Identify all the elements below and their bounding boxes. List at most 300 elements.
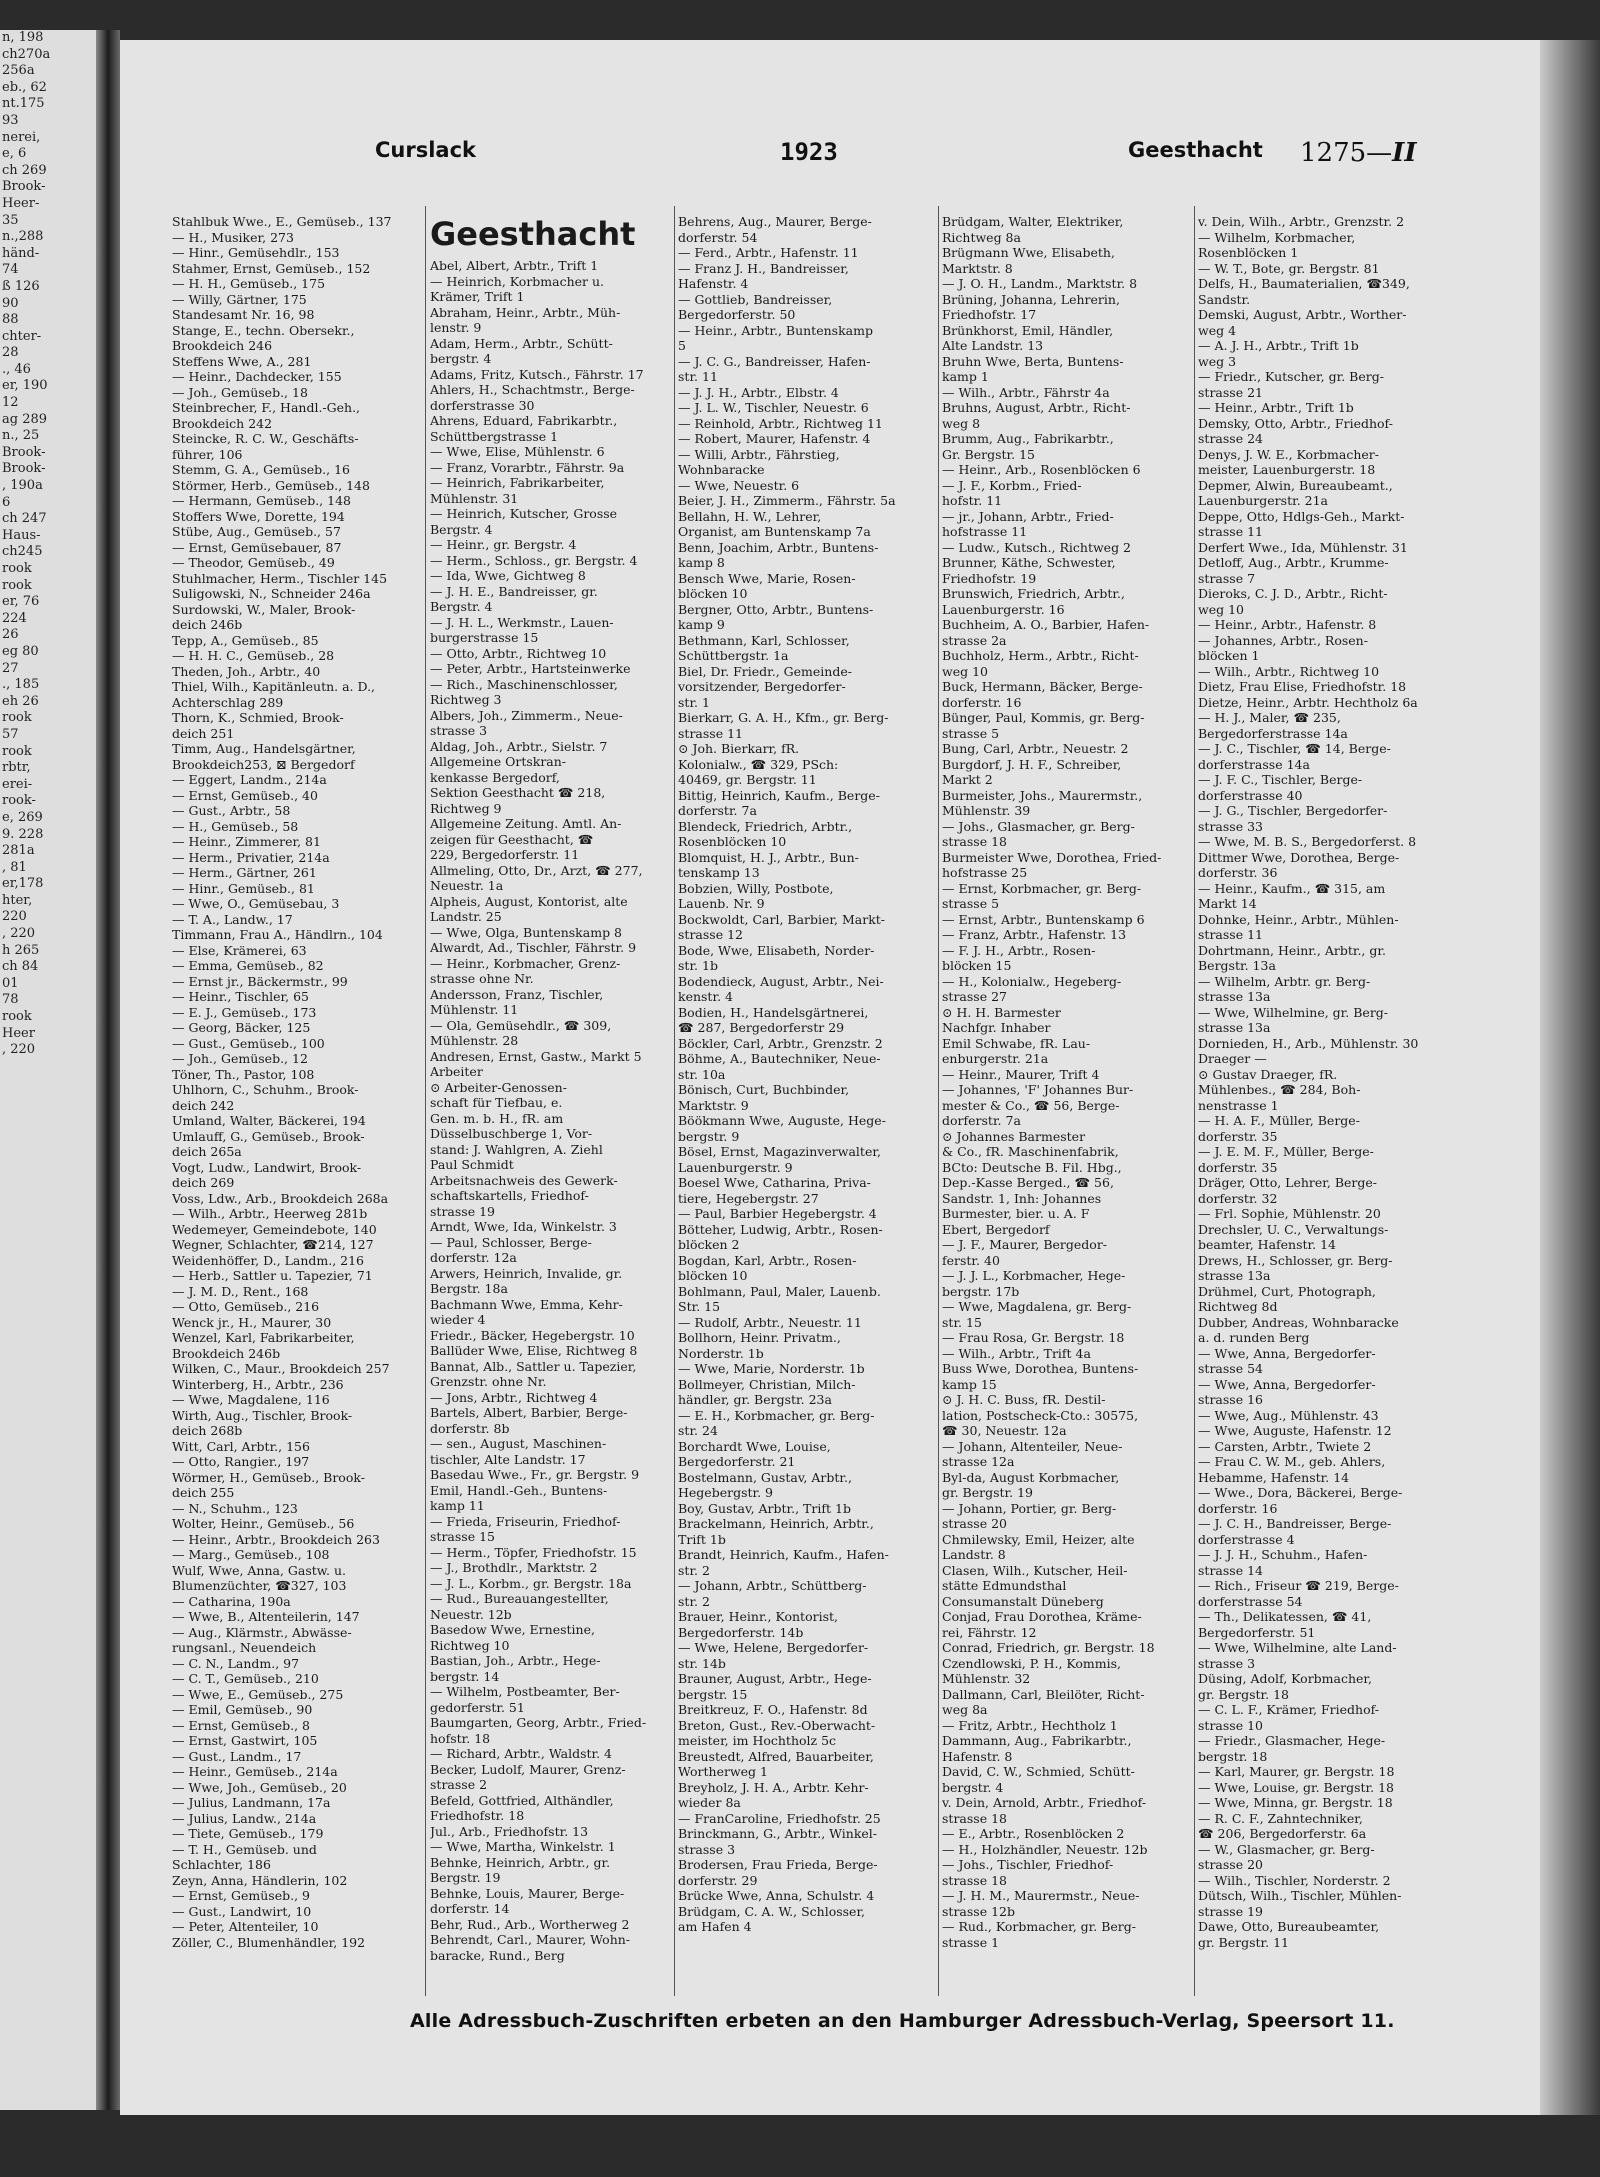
- directory-entry: strasse 54: [1198, 1361, 1263, 1376]
- directory-entry: gedorferstr. 51: [430, 1699, 525, 1715]
- directory-entry: — J. L. W., Tischler, Neuestr. 6: [678, 400, 869, 415]
- directory-entry: strasse 14: [1198, 1562, 1263, 1578]
- directory-entry: strasse 20: [942, 1516, 1007, 1531]
- strip-line: 35: [2, 212, 19, 228]
- directory-entry: — Heinr., Dachdecker, 155: [172, 369, 342, 384]
- directory-entry: — Gust., Arbtr., 58: [172, 803, 291, 818]
- strip-line: händ-: [2, 245, 40, 261]
- directory-entry: dorferstr. 54: [678, 229, 758, 245]
- book-gutter: [96, 30, 120, 2110]
- strip-line: 9. 228: [2, 826, 44, 842]
- strip-line: ., 46: [2, 361, 31, 377]
- directory-entry: — Robert, Maurer, Hafenstr. 4: [678, 431, 871, 446]
- directory-entry: — H. J., Maler, ☎ 235,: [1198, 710, 1341, 725]
- directory-entry: deich 265a: [172, 1144, 242, 1159]
- directory-entry: Richtweg 8a: [942, 229, 1021, 245]
- directory-entry: dorferstr. 7a: [942, 1113, 1021, 1128]
- directory-entry: — Franz, Vorarbtr., Fährstr. 9a: [430, 459, 625, 475]
- directory-entry: — Gust., Gemüseb., 100: [172, 1035, 325, 1051]
- directory-entry: Marktstr. 9: [678, 1097, 749, 1113]
- strip-line: ch 247: [2, 511, 47, 527]
- strip-line: eh 26: [2, 693, 39, 709]
- directory-entry: Conrad, Friedrich, gr. Bergstr. 18: [942, 1640, 1155, 1655]
- directory-entry: — E. J., Gemüseb., 173: [172, 1004, 317, 1020]
- directory-entry: — FranCaroline, Friedhofstr. 25: [678, 1810, 881, 1826]
- directory-entry: Brandt, Heinrich, Kaufm., Hafen-: [678, 1547, 889, 1562]
- directory-entry: strasse 3: [1198, 1655, 1256, 1671]
- directory-entry: stand: J. Wahlgren, A. Ziehl: [430, 1141, 603, 1157]
- directory-entry: dorferstrasse 30: [430, 397, 535, 413]
- directory-entry: Dallmann, Carl, Bleilöter, Richt-: [942, 1686, 1145, 1702]
- directory-entry: gr. Bergstr. 19: [942, 1485, 1034, 1500]
- directory-entry: Brodersen, Frau Frieda, Berge-: [678, 1857, 878, 1872]
- directory-entry: bergstr. 14: [430, 1668, 500, 1684]
- directory-entry: ⊙ J. H. C. Buss, fR. Destil-: [942, 1392, 1106, 1407]
- directory-entry: — Willi, Arbtr., Fährstieg,: [678, 446, 840, 462]
- directory-entry: — Otto, Arbtr., Richtweg 10: [430, 645, 607, 661]
- directory-column-1: [172, 214, 420, 1989]
- directory-entry: — Catharina, 190a: [172, 1593, 291, 1609]
- directory-entry: tischler, Alte Landstr. 17: [430, 1451, 586, 1467]
- directory-entry: Bergedorferstr. 51: [1198, 1624, 1316, 1640]
- directory-entry: — J. C. G., Bandreisser, Hafen-: [678, 353, 871, 369]
- directory-entry: Düsselbuschberge 1, Vor-: [430, 1126, 593, 1141]
- directory-entry: Beier, J. H., Zimmerm., Fährstr. 5a: [678, 493, 896, 508]
- directory-entry: weg 8: [942, 415, 981, 431]
- directory-entry: Wolter, Heinr., Gemüseb., 56: [172, 1516, 355, 1531]
- strip-line: 78: [2, 992, 19, 1008]
- strip-line: 281a: [2, 843, 35, 859]
- directory-entry: Sektion Geesthacht ☎ 218,: [430, 785, 606, 800]
- directory-entry: tenskamp 13: [678, 865, 760, 880]
- directory-entry: — Wwe, Minna, gr. Bergstr. 18: [1198, 1795, 1393, 1810]
- directory-entry: Basedau Wwe., Fr., gr. Bergstr. 9: [430, 1467, 640, 1482]
- directory-entry: — J. F., Maurer, Bergedor-: [942, 1237, 1108, 1252]
- directory-entry: deich 251: [172, 725, 235, 741]
- strip-line: 93: [2, 112, 19, 128]
- directory-entry: Wilken, C., Maur., Brookdeich 257: [172, 1361, 390, 1376]
- strip-line: ., 185: [2, 677, 40, 693]
- directory-entry: dorferstrasse 4: [1198, 1531, 1295, 1547]
- directory-entry: Steffens Wwe, A., 281: [172, 353, 312, 369]
- strip-line: eb., 62: [2, 79, 47, 95]
- strip-line: er, 76: [2, 594, 40, 610]
- directory-entry: Bostelmann, Gustav, Arbtr.,: [678, 1469, 852, 1485]
- directory-entry: str. 2: [678, 1593, 710, 1609]
- directory-entry: — Heinr., Arbtr., Buntenskamp: [678, 322, 873, 338]
- directory-entry: — Emma, Gemüseb., 82: [172, 958, 324, 973]
- directory-entry: Mühlenbes., ☎ 284, Boh-: [1198, 1082, 1361, 1097]
- directory-entry: Bethmann, Karl, Schlosser,: [678, 632, 850, 648]
- directory-entry: Buss Wwe, Dorothea, Buntens-: [942, 1361, 1139, 1376]
- directory-entry: — R. C. F., Zahntechniker,: [1198, 1810, 1363, 1826]
- directory-entry: Brücke Wwe, Anna, Schulstr. 4: [678, 1888, 875, 1903]
- directory-entry: — Else, Krämerei, 63: [172, 942, 307, 958]
- strip-line: 88: [2, 312, 19, 328]
- strip-line: 6: [2, 494, 11, 510]
- directory-entry: zeigen für Geesthacht, ☎: [430, 831, 594, 847]
- directory-entry: lenstr. 9: [430, 320, 482, 335]
- directory-entry: — Georg, Bäcker, 125: [172, 1020, 311, 1035]
- directory-entry: — Ernst, Gemüseb., 9: [172, 1888, 310, 1903]
- directory-entry: — Tiete, Gemüseb., 179: [172, 1826, 324, 1841]
- directory-entry: strasse ohne Nr.: [430, 971, 534, 986]
- directory-entry: Burgdorf, J. H. F., Schreiber,: [942, 756, 1122, 772]
- directory-entry: hofstr. 18: [430, 1730, 491, 1746]
- strip-line: 26: [2, 627, 19, 643]
- directory-entry: — Rudolf, Arbtr., Neuestr. 11: [678, 1314, 862, 1330]
- directory-entry: — Ernst, Korbmacher, gr. Berg-: [942, 880, 1142, 896]
- page-number: [1300, 138, 1417, 168]
- directory-entry: Bung, Carl, Arbtr., Neuestr. 2: [942, 741, 1129, 756]
- directory-entry: deich 269: [172, 1175, 235, 1190]
- directory-entry: David, C. W., Schmied, Schütt-: [942, 1764, 1135, 1779]
- directory-entry: Becker, Ludolf, Maurer, Grenz-: [430, 1761, 626, 1777]
- directory-entry: Baumgarten, Georg, Arbtr., Fried-: [430, 1715, 647, 1730]
- directory-entry: Gr. Bergstr. 15: [942, 446, 1035, 462]
- directory-entry: — Julius, Landw., 214a: [172, 1810, 317, 1826]
- directory-entry: Timm, Aug., Handelsgärtner,: [172, 741, 356, 756]
- strip-line: Heer: [2, 1025, 35, 1041]
- strip-line: ch 84: [2, 959, 39, 975]
- directory-entry: weg 10: [1198, 601, 1244, 617]
- directory-entry: Brookdeich253, ⊠ Bergedorf: [172, 756, 355, 772]
- directory-entry: — Wwe., Dora, Bäckerei, Berge-: [1198, 1485, 1403, 1500]
- directory-entry: 229, Bergedorferstr. 11: [430, 847, 580, 862]
- directory-entry: Wenck jr., H., Maurer, 30: [172, 1314, 332, 1330]
- directory-entry: Sandstr. 1, Inh: Johannes: [942, 1190, 1102, 1206]
- directory-entry: bergstr. 17b: [942, 1283, 1020, 1299]
- strip-line: chter-: [2, 328, 42, 344]
- directory-entry: Derfert Wwe., Ida, Mühlenstr. 31: [1198, 539, 1408, 555]
- directory-entry: Neuestr. 1a: [430, 878, 504, 893]
- directory-entry: Behnke, Heinrich, Arbtr., gr.: [430, 1854, 611, 1870]
- directory-entry: — Aug., Klärmstr., Abwässe-: [172, 1624, 352, 1640]
- directory-entry: Lauenburgerstr. 21a: [1198, 493, 1328, 508]
- directory-entry: Richtweg 3: [430, 692, 502, 707]
- directory-entry: — H. A. F., Müller, Berge-: [1198, 1113, 1360, 1128]
- directory-entry: Dohnke, Heinr., Arbtr., Mühlen-: [1198, 911, 1399, 927]
- directory-entry: Brackelmann, Heinrich, Arbtr.,: [678, 1516, 874, 1531]
- directory-entry: — Karl, Maurer, gr. Bergstr. 18: [1198, 1764, 1395, 1779]
- directory-entry: — Heinr., Arbtr., Brookdeich 263: [172, 1531, 380, 1547]
- directory-entry: strasse 12: [678, 927, 743, 942]
- directory-entry: strasse 3: [678, 1841, 736, 1857]
- directory-entry: strasse 19: [1198, 1903, 1263, 1919]
- directory-entry: strasse 18: [942, 834, 1007, 849]
- directory-entry: — Rud., Korbmacher, gr. Berg-: [942, 1919, 1137, 1934]
- directory-entry: Bergedorferstr. 21: [678, 1454, 796, 1469]
- directory-entry: vorsitzender, Bergedorfer-: [678, 679, 846, 694]
- directory-entry: Störmer, Herb., Gemüseb., 148: [172, 477, 370, 493]
- directory-entry: — Wwe, Anna, Bergedorfer-: [1198, 1376, 1376, 1392]
- directory-entry: Steincke, R. C. W., Geschäfts-: [172, 431, 359, 446]
- strip-line: 28: [2, 345, 19, 361]
- strip-line: n.,288: [2, 229, 44, 245]
- directory-entry: 5: [678, 338, 686, 353]
- directory-entry: — W., Glasmacher, gr. Berg-: [1198, 1841, 1375, 1857]
- directory-entry: — H., Gemüseb., 58: [172, 818, 299, 834]
- directory-entry: strasse 33: [1198, 818, 1263, 834]
- directory-entry: — Rud., Bureauangestellter,: [430, 1591, 609, 1606]
- directory-entry: nenstrasse 1: [1198, 1097, 1279, 1113]
- directory-entry: Bergedorferstr. 50: [678, 307, 796, 322]
- directory-entry: führer, 106: [172, 446, 243, 462]
- directory-entry: — Jons, Arbtr., Richtweg 4: [430, 1389, 598, 1405]
- directory-entry: strasse 21: [1198, 384, 1263, 400]
- directory-entry: dorferstr. 35: [1198, 1159, 1278, 1175]
- directory-entry: blöcken 10: [678, 1268, 748, 1283]
- running-header-year: 1923: [780, 138, 838, 166]
- directory-entry: — Wwe, Magdalena, gr. Berg-: [942, 1299, 1132, 1314]
- directory-entry: Burmeister, Johs., Maurermstr.,: [942, 787, 1143, 803]
- previous-page-strip: [0, 30, 96, 2110]
- directory-entry: strasse 24: [1198, 431, 1263, 446]
- strip-line: er,178: [2, 876, 44, 892]
- directory-entry: Surdowski, W., Maler, Brook-: [172, 601, 356, 617]
- directory-entry: Norderstr. 1b: [678, 1345, 764, 1361]
- directory-entry: — Paul, Schlosser, Berge-: [430, 1234, 592, 1250]
- directory-entry: Dütsch, Wilh., Tischler, Mühlen-: [1198, 1888, 1402, 1903]
- directory-entry: Brügmann Wwe, Elisabeth,: [942, 245, 1115, 260]
- directory-entry: Bensch Wwe, Marie, Rosen-: [678, 570, 856, 586]
- directory-entry: Bohlmann, Paul, Maler, Lauenb.: [678, 1283, 881, 1299]
- directory-entry: Andresen, Ernst, Gastw., Markt 5: [430, 1048, 642, 1064]
- directory-entry: strasse 15: [430, 1529, 495, 1544]
- directory-entry: Neuestr. 12b: [430, 1606, 512, 1622]
- strip-line: 224: [2, 610, 27, 626]
- directory-entry: — J. M. D., Rent., 168: [172, 1283, 309, 1299]
- directory-column-5: [1198, 214, 1448, 1989]
- directory-entry: Wulf, Wwe, Anna, Gastw. u.: [172, 1562, 346, 1578]
- directory-entry: Boesel Wwe, Catharina, Priva-: [678, 1175, 871, 1190]
- directory-entry: Demski, August, Arbtr., Worther-: [1198, 307, 1407, 322]
- directory-entry: kamp 11: [430, 1498, 485, 1513]
- directory-entry: meister, Lauenburgerstr. 18: [1198, 462, 1376, 477]
- directory-entry: 40469, gr. Bergstr. 11: [678, 772, 817, 787]
- directory-entry: stätte Edmundsthal: [942, 1578, 1067, 1593]
- strip-line: hter,: [2, 892, 33, 908]
- directory-entry: Weidenhöffer, D., Landm., 216: [172, 1252, 365, 1268]
- directory-entry: Byl-da, August Korbmacher,: [942, 1469, 1120, 1485]
- directory-entry: Borchardt Wwe, Louise,: [678, 1438, 831, 1454]
- directory-entry: Nachfgr. Inhaber: [942, 1020, 1051, 1035]
- directory-entry: — C. T., Gemüseb., 210: [172, 1671, 319, 1686]
- directory-entry: v. Dein, Wilh., Arbtr., Grenzstr. 2: [1198, 214, 1405, 229]
- directory-entry: dorferstrasse 40: [1198, 787, 1303, 803]
- directory-entry: Vogt, Ludw., Landwirt, Brook-: [172, 1159, 362, 1175]
- directory-entry: Abel, Albert, Arbtr., Trift 1: [430, 258, 599, 273]
- directory-entry: — Julius, Landmann, 17a: [172, 1795, 331, 1810]
- strip-line: , 220: [2, 1042, 36, 1058]
- directory-entry: — Heinr., Arbtr., Trift 1b: [1198, 400, 1354, 415]
- directory-entry: strasse 2: [430, 1777, 488, 1792]
- directory-entry: — H., Kolonialw., Hegeberg-: [942, 973, 1122, 989]
- directory-entry: — J. G., Tischler, Bergedorfer-: [1198, 803, 1388, 818]
- directory-entry: — E. H., Korbmacher, gr. Berg-: [678, 1407, 875, 1423]
- directory-entry: Breton, Gust., Rev.-Oberwacht-: [678, 1717, 876, 1733]
- directory-entry: — Rich., Maschinenschlosser,: [430, 676, 618, 692]
- directory-entry: — Heinr., Korbmacher, Grenz-: [430, 955, 621, 971]
- strip-line: ch 269: [2, 162, 47, 178]
- directory-entry: Organist, am Buntenskamp 7a: [678, 524, 871, 539]
- directory-entry: — Wwe, Wilhelmine, gr. Berg-: [1198, 1004, 1389, 1020]
- directory-entry: Friedhofstr. 18: [430, 1808, 525, 1823]
- strip-line: ch245: [2, 544, 43, 560]
- directory-entry: — Herb., Sattler u. Tapezier, 71: [172, 1268, 373, 1283]
- directory-entry: — Johs., Tischler, Friedhof-: [942, 1857, 1114, 1872]
- directory-entry: — Heinrich, Korbmacher u.: [430, 273, 605, 289]
- directory-entry: — Ernst, Gemüseb., 40: [172, 787, 318, 803]
- strip-line: , 190a: [2, 478, 43, 494]
- directory-entry: — J., Brothdlr., Marktstr. 2: [430, 1560, 598, 1575]
- directory-entry: — H., Musiker, 273: [172, 229, 294, 245]
- strip-line: erei-: [2, 776, 33, 792]
- directory-entry: Standesamt Nr. 16, 98: [172, 307, 315, 322]
- directory-entry: Alpheis, August, Kontorist, alte: [430, 893, 628, 909]
- directory-entry: Witt, Carl, Arbtr., 156: [172, 1438, 310, 1454]
- directory-entry: lation, Postscheck-Cto.: 30575,: [942, 1407, 1139, 1423]
- directory-entry: str. 10a: [678, 1066, 726, 1082]
- strip-line: ag 289: [2, 411, 48, 427]
- directory-entry: Basedow Wwe, Ernestine,: [430, 1622, 595, 1637]
- directory-entry: Thiel, Wilh., Kapitänleutn. a. D.,: [172, 679, 376, 694]
- directory-column-4: [942, 214, 1194, 1989]
- directory-entry: bergstr. 4: [942, 1779, 1004, 1795]
- directory-entry: Bastian, Joh., Arbtr., Hege-: [430, 1653, 601, 1668]
- strip-line: rook: [2, 561, 32, 576]
- directory-entry: kenstr. 4: [678, 989, 733, 1004]
- directory-entry: — Gottlieb, Bandreisser,: [678, 291, 833, 307]
- directory-entry: Brauer, Heinr., Kontorist,: [678, 1609, 838, 1624]
- directory-entry: v. Dein, Arnold, Arbtr., Friedhof-: [942, 1795, 1147, 1810]
- directory-entry: Bollhorn, Heinr. Privatm.,: [678, 1330, 841, 1345]
- directory-entry: Bierkarr, G. A. H., Kfm., gr. Berg-: [678, 710, 889, 725]
- directory-entry: str. 11: [678, 369, 718, 384]
- directory-entry: Schüttbergstr. 1a: [678, 648, 789, 663]
- directory-entry: hofstrasse 11: [942, 524, 1028, 539]
- directory-entry: kenkasse Bergedorf,: [430, 769, 560, 785]
- directory-entry: Bergstr. 4: [430, 521, 493, 537]
- directory-entry: Adam, Herm., Arbtr., Schütt-: [430, 335, 613, 351]
- directory-entry: Dawe, Otto, Bureaubeamter,: [1198, 1919, 1380, 1934]
- column-rule: [674, 206, 675, 1996]
- directory-entry: Marktstr. 8: [942, 260, 1013, 276]
- directory-entry: Wedemeyer, Gemeindebote, 140: [172, 1221, 377, 1237]
- directory-entry: Brumm, Aug., Fabrikarbtr.,: [942, 431, 1114, 446]
- running-header-town: Geesthacht: [1128, 138, 1263, 162]
- directory-entry: — J. H. M., Maurermstr., Neue-: [942, 1888, 1140, 1903]
- directory-entry: ⊙ Arbeiter-Genossen-: [430, 1079, 567, 1095]
- directory-entry: — Ernst, Gastwirt, 105: [172, 1733, 318, 1748]
- directory-entry: Bötteher, Ludwig, Arbtr., Rosen-: [678, 1221, 883, 1237]
- directory-entry: strasse 5: [942, 725, 1000, 741]
- directory-entry: Bruhn Wwe, Berta, Buntens-: [942, 353, 1124, 369]
- directory-entry: — Ernst jr., Bäckermstr., 99: [172, 973, 348, 989]
- directory-entry: Blumenzüchter, ☎327, 103: [172, 1578, 347, 1593]
- directory-entry: Stuhlmacher, Herm., Tischler 145: [172, 570, 388, 586]
- directory-entry: Wegner, Schlachter, ☎214, 127: [172, 1237, 374, 1252]
- directory-entry: Timmann, Frau A., Händlrn., 104: [172, 927, 383, 942]
- directory-entry: am Hafen 4: [678, 1919, 752, 1934]
- directory-entry: ⊙ Gustav Draeger, fR.: [1198, 1066, 1338, 1082]
- strip-line: n., 25: [2, 428, 40, 444]
- directory-entry: — jr., Johann, Arbtr., Fried-: [942, 508, 1114, 524]
- directory-entry: Voss, Ldw., Arb., Brookdeich 268a: [172, 1190, 389, 1206]
- directory-entry: Ahrens, Eduard, Fabrikarbtr.,: [430, 413, 618, 428]
- directory-entry: wieder 4: [430, 1312, 486, 1327]
- directory-entry: Abraham, Heinr., Arbtr., Müh-: [430, 304, 621, 320]
- directory-entry: Drühmel, Curt, Photograph,: [1198, 1283, 1376, 1299]
- directory-entry: — Wwe, Magdalene, 116: [172, 1392, 330, 1407]
- directory-entry: Adams, Fritz, Kutsch., Fährstr. 17: [430, 366, 644, 382]
- directory-entry: deich 242: [172, 1097, 235, 1113]
- directory-entry: dorferstr. 12a: [430, 1250, 517, 1265]
- directory-entry: ☎ 287, Bergedorferstr 29: [678, 1020, 845, 1035]
- directory-entry: Deppe, Otto, Hdlgs-Geh., Markt-: [1198, 508, 1405, 524]
- directory-entry: dorferstr. 7a: [678, 803, 757, 818]
- directory-entry: strasse 18: [942, 1872, 1007, 1888]
- directory-entry: — H. H. C., Gemüseb., 28: [172, 648, 335, 663]
- directory-entry: dorferstr. 36: [1198, 865, 1278, 880]
- directory-entry: a. d. runden Berg: [1198, 1330, 1310, 1345]
- directory-entry: — Ernst, Arbtr., Buntenskamp 6: [942, 911, 1145, 927]
- directory-entry: weg 10: [942, 663, 988, 679]
- directory-entry: weg 4: [1198, 322, 1237, 338]
- directory-entry: — Wwe, Helene, Bergedorfer-: [678, 1640, 869, 1655]
- directory-entry: Hafenstr. 4: [678, 276, 749, 291]
- strip-line: h 265: [2, 942, 40, 958]
- strip-line: 220: [2, 909, 27, 925]
- directory-entry: gr. Bergstr. 18: [1198, 1686, 1290, 1702]
- directory-entry: — C. L. F., Krämer, Friedhof-: [1198, 1702, 1380, 1717]
- directory-entry: — Johannes, Arbtr., Rosen-: [1198, 632, 1368, 648]
- strip-line: Brook-: [2, 444, 46, 460]
- directory-entry: strasse 11: [1198, 524, 1263, 539]
- section-title: Geesthacht: [430, 215, 636, 253]
- directory-entry: Burmeister Wwe, Dorothea, Fried-: [942, 849, 1162, 865]
- strip-line: nerei,: [2, 129, 41, 145]
- directory-entry: Mühlenstr. 31: [430, 490, 519, 506]
- directory-entry: strasse 11: [1198, 927, 1263, 942]
- directory-entry: dorferstr. 14: [430, 1901, 510, 1916]
- directory-entry: Richtweg 8d: [1198, 1299, 1278, 1314]
- directory-entry: Delfs, H., Baumaterialien, ☎349,: [1198, 276, 1410, 291]
- directory-entry: Bergstr. 13a: [1198, 958, 1276, 973]
- directory-entry: — Carsten, Arbtr., Twiete 2: [1198, 1438, 1372, 1454]
- strip-line: 01: [2, 975, 19, 991]
- directory-entry: Schüttbergstrasse 1: [430, 428, 559, 444]
- directory-entry: Arbeitsnachweis des Gewerk-: [430, 1172, 618, 1188]
- directory-entry: Bergedorferstr. 14b: [678, 1624, 804, 1640]
- directory-entry: Clasen, Wilh., Kutscher, Heil-: [942, 1562, 1128, 1578]
- directory-entry: — Heinrich, Fabrikarbeiter,: [430, 475, 605, 490]
- directory-entry: — Willy, Gärtner, 175: [172, 291, 307, 307]
- directory-entry: Str. 15: [678, 1299, 721, 1314]
- directory-entry: dorferstr. 32: [1198, 1190, 1278, 1206]
- directory-entry: Drechsler, U. C., Verwaltungs-: [1198, 1221, 1389, 1237]
- directory-entry: — J. O. H., Landm., Marktstr. 8: [942, 276, 1138, 291]
- directory-entry: — J. F., Korbm., Fried-: [942, 477, 1082, 493]
- directory-entry: Brüdgam, C. A. W., Schlosser,: [678, 1903, 866, 1919]
- directory-entry: strasse 13a: [1198, 1020, 1271, 1035]
- directory-entry: — C. N., Landm., 97: [172, 1655, 300, 1671]
- directory-entry: ☎ 206, Bergedorferstr. 6a: [1198, 1826, 1367, 1841]
- directory-entry: Dammann, Aug., Fabrikarbtr.,: [942, 1733, 1132, 1748]
- directory-entry: Mühlenstr. 11: [430, 1002, 519, 1017]
- directory-entry: Arbeiter: [430, 1064, 483, 1079]
- directory-entry: Bockwoldt, Carl, Barbier, Markt-: [678, 911, 886, 927]
